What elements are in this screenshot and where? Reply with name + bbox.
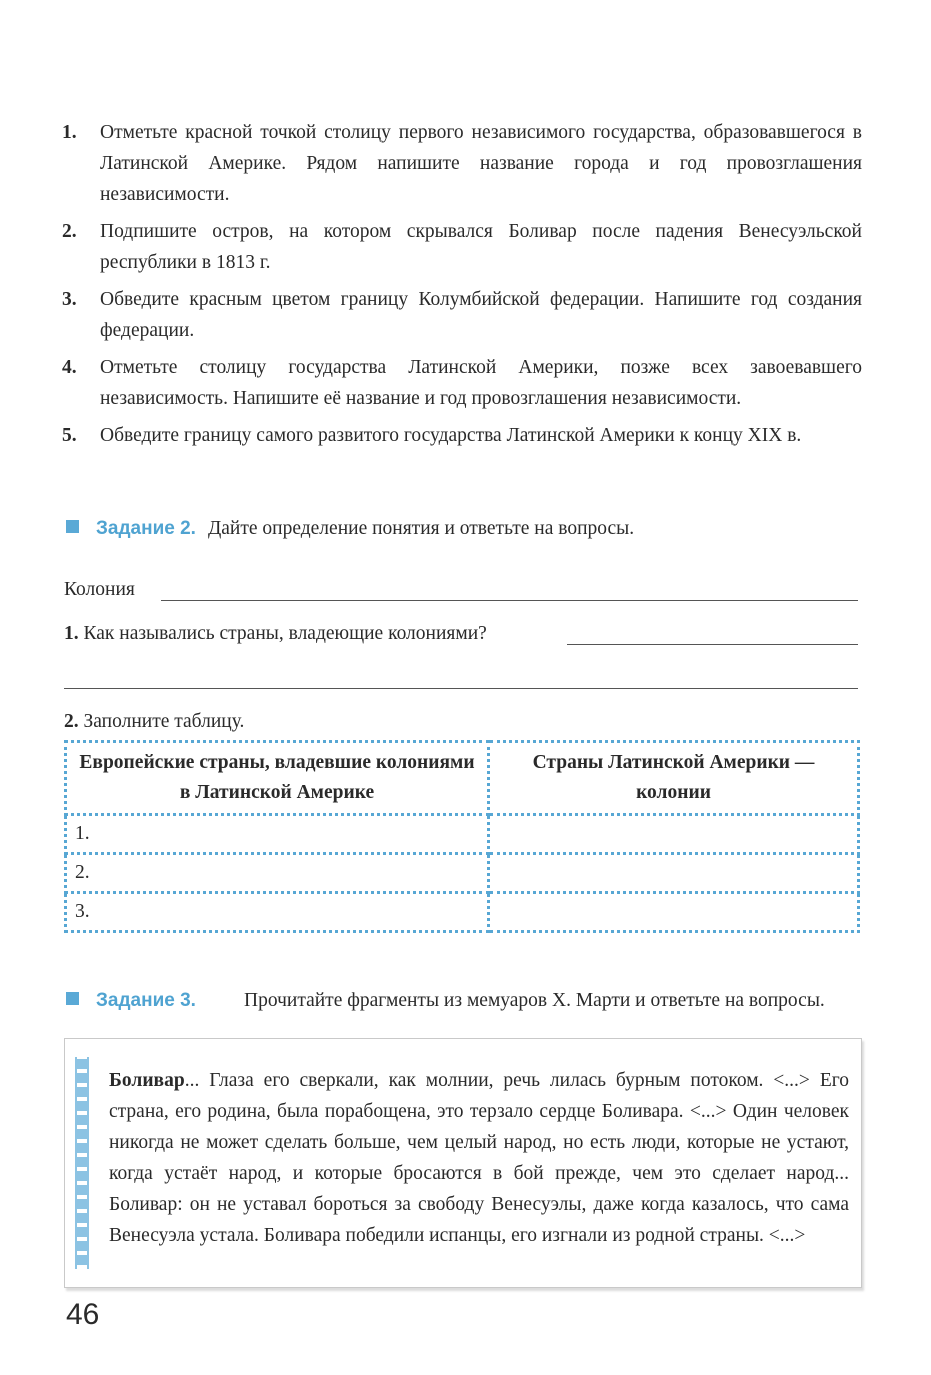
assignment-label: Задание 2. bbox=[96, 518, 196, 539]
assignment-label: Задание 3. bbox=[96, 990, 196, 1011]
quote-text bbox=[109, 1065, 849, 1251]
square-bullet-icon bbox=[66, 992, 79, 1005]
task-number: 5. bbox=[62, 425, 77, 446]
table-row bbox=[66, 893, 859, 932]
table-row bbox=[66, 815, 859, 854]
question-2 bbox=[64, 708, 244, 736]
colony-answer-line[interactable] bbox=[161, 580, 858, 601]
task-text: Подпишите остров, на котором скрывался Боливар после падения Венесуэльской республики в 1813 г. bbox=[100, 221, 862, 273]
assignment-3-heading bbox=[66, 985, 866, 1016]
table-header: Европейские страны, владевшие колониями в Латинской Америке bbox=[66, 742, 489, 815]
task-list bbox=[62, 117, 862, 457]
colony-definition bbox=[64, 576, 858, 604]
task-item bbox=[62, 216, 862, 278]
table-cell-empty[interactable] bbox=[489, 815, 859, 854]
task-number: 4. bbox=[62, 357, 77, 378]
extra-answer-line[interactable] bbox=[64, 688, 858, 689]
task-text: Обведите границу самого развитого государства Латинской Америки к концу XIX в. bbox=[100, 425, 802, 446]
square-bullet-icon bbox=[66, 520, 79, 533]
table-cell-empty[interactable] bbox=[489, 893, 859, 932]
colony-label: Колония bbox=[64, 579, 135, 600]
task-item bbox=[62, 117, 862, 210]
assignment-2-heading bbox=[66, 513, 866, 544]
quote-lead: Боливар bbox=[109, 1070, 185, 1091]
question-1 bbox=[64, 620, 858, 648]
table-cell[interactable]: 2. bbox=[66, 854, 489, 893]
task-text: Обведите красным цветом границу Колумбийской федерации. Напишите год создания федерации. bbox=[100, 289, 862, 341]
fill-in-table bbox=[64, 740, 860, 933]
task-number: 1. bbox=[62, 122, 77, 143]
task-number: 2. bbox=[62, 221, 77, 242]
quote-box bbox=[64, 1038, 862, 1288]
table-cell-empty[interactable] bbox=[489, 854, 859, 893]
task-number: 3. bbox=[62, 289, 77, 310]
table-row bbox=[66, 854, 859, 893]
task-text: Отметьте красной точкой столицу первого независимого государства, образовавшегося в Латинской Америке. Рядом напишите название города и год провозглашения независимости. bbox=[100, 122, 862, 205]
question-number: 2. bbox=[64, 711, 79, 732]
decorative-stripe-icon bbox=[75, 1057, 89, 1269]
table-header-row bbox=[66, 742, 859, 815]
question-number: 1. bbox=[64, 623, 79, 644]
question-text: Заполните таблицу. bbox=[83, 711, 245, 732]
assignment-instruction: Дайте определение понятия и ответьте на вопросы. bbox=[207, 518, 635, 539]
task-item bbox=[62, 352, 862, 414]
table-cell[interactable]: 1. bbox=[66, 815, 489, 854]
task-item bbox=[62, 420, 862, 451]
table-header: Страны Латинской Америки — колонии bbox=[489, 742, 859, 815]
task-text: Отметьте столицу государства Латинской Америки, позже всех завоевавшего независимость. Напишите её название и год провозглашения независимости. bbox=[100, 357, 862, 409]
fill-in-table-wrapper bbox=[64, 740, 860, 932]
quote-body: ... Глаза его сверкали, как молнии, речь лилась бурным потоком. <...> Его страна, его родина, была порабощена, это терзало сердце Боливара. <...> Один человек никогда не может сделать больше, чем целый народ, но есть люди, которые не устают, когда устаёт народ, и которые бросаются в бой прежде, чем это сделает народ... Боливар: он не уставал бороться за свободу Венесуэлы, даже когда казалось, что сама Венесуэла устала. Боливара победили испанцы, его изгнали из родной страны. <...> bbox=[109, 1070, 849, 1246]
table-cell[interactable]: 3. bbox=[66, 893, 489, 932]
question-1-answer-line[interactable] bbox=[567, 624, 858, 645]
assignment-instruction: Прочитайте фрагменты из мемуаров Х. Марти и ответьте на вопросы. bbox=[244, 990, 825, 1011]
question-text: Как назывались страны, владеющие колониями? bbox=[83, 623, 487, 644]
page-number: 46 bbox=[66, 1298, 100, 1331]
task-item bbox=[62, 284, 862, 346]
